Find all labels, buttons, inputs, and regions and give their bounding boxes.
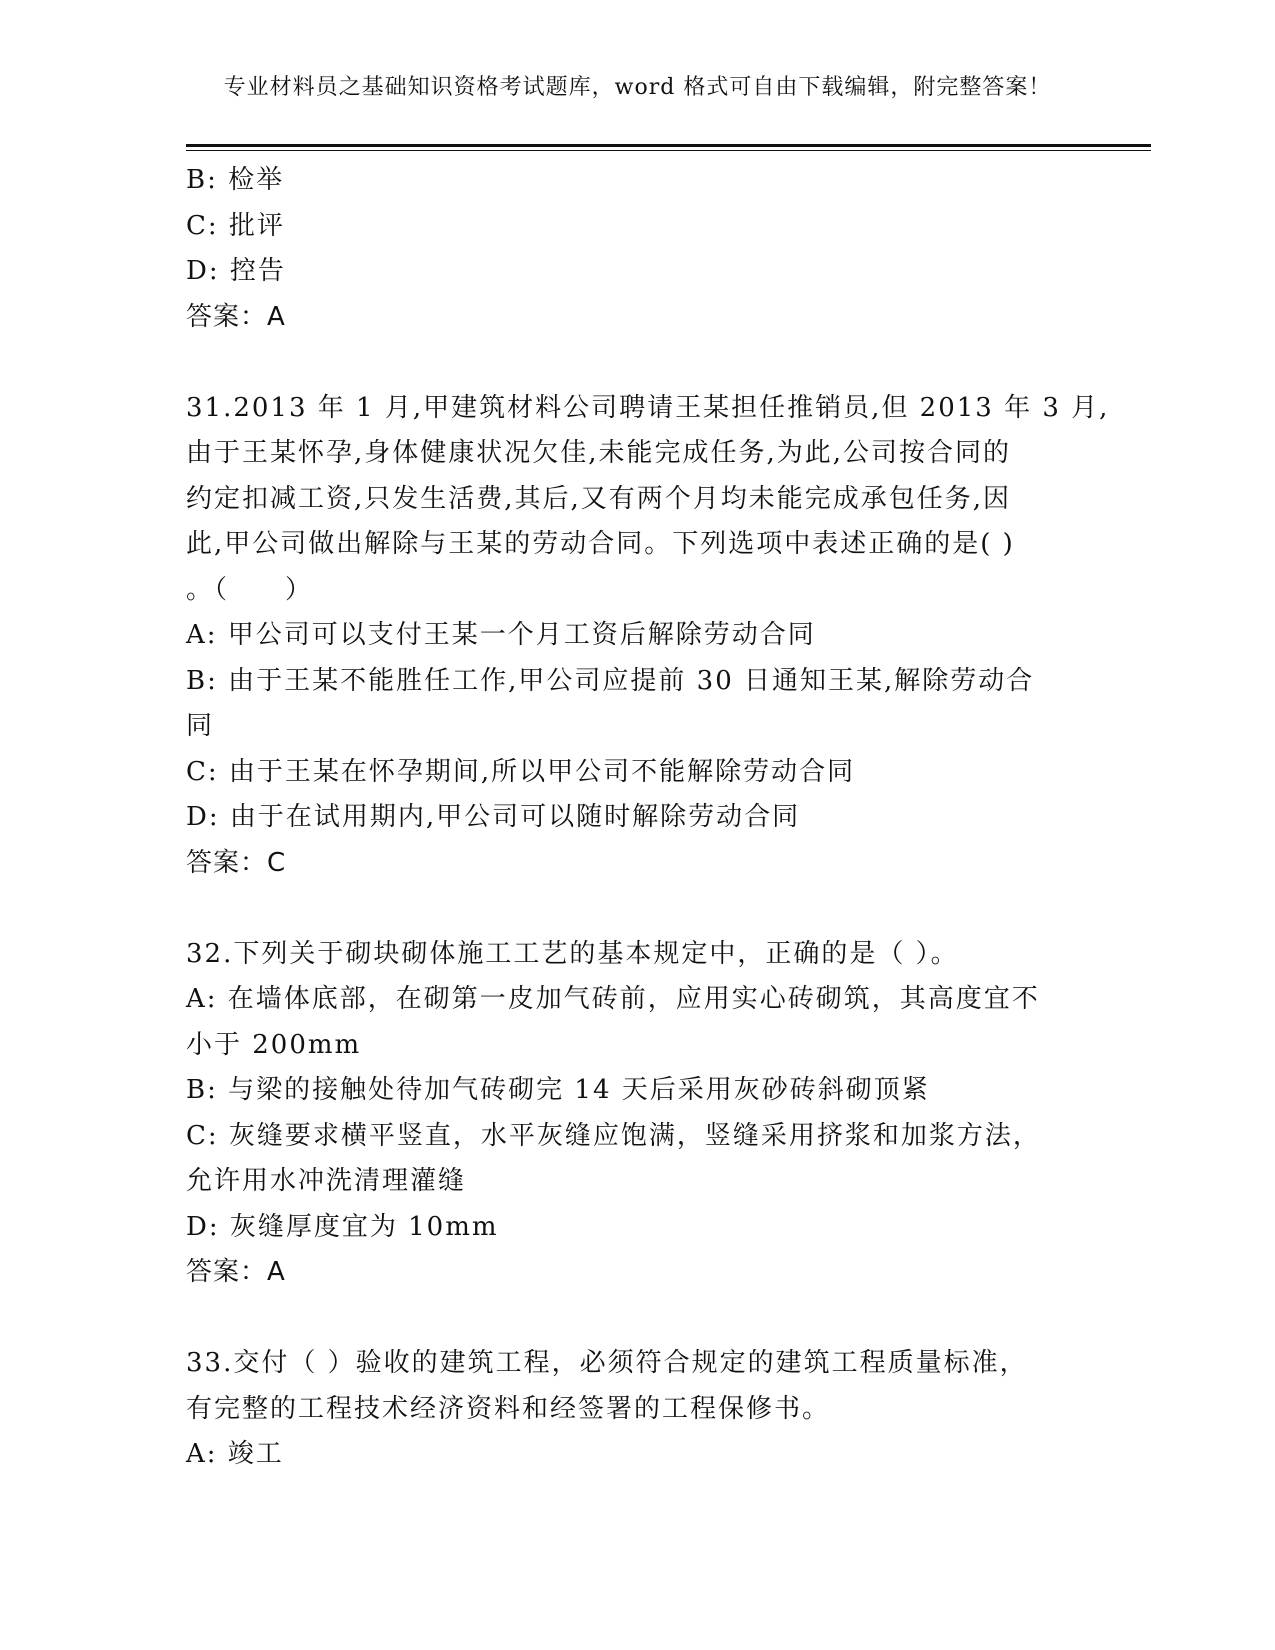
- answer-line: 答案：C: [186, 847, 287, 878]
- spacer: [186, 1296, 1086, 1342]
- question-stem-line: 有完整的工程技术经济资料和经签署的工程保修书。: [186, 1393, 831, 1424]
- question-stem-line: 32.下列关于砌块砌体施工工艺的基本规定中，正确的是（ ）。: [186, 938, 959, 969]
- option-c: C: 批评: [186, 210, 285, 241]
- option-a: A: 在墙体底部，在砌第一皮加气砖前，应用实心砖砌筑，其高度宜不: [186, 984, 1040, 1014]
- answer-line: 答案：A: [186, 301, 286, 332]
- question-stem-line: 此,甲公司做出解除与王某的劳动合同。下列选项中表述正确的是( ): [186, 529, 1015, 559]
- question-stem-line: 31.2013 年 1 月,甲建筑材料公司聘请王某担任推销员,但 2013 年 3 月,: [186, 392, 1110, 423]
- question-stem-line: 约定扣减工资,只发生活费,其后,又有两个月均未能完成承包任务,因: [186, 483, 1012, 514]
- question-stem-line: 。（ ）: [186, 574, 314, 605]
- question-31: [186, 386, 1110, 887]
- option-d: D: 控告: [186, 256, 286, 286]
- option-b: B: 由于王某不能胜任工作,甲公司应提前 30 日通知王某,解除劳动合: [186, 665, 1035, 696]
- option-a-continued: 小于 200mm: [186, 1029, 362, 1060]
- option-b-continued: 同: [186, 711, 215, 741]
- document-body: [186, 158, 1110, 1478]
- question-stem-line: 33.交付（ ）验收的建筑工程，必须符合规定的建筑工程质量标准，: [186, 1348, 1028, 1378]
- header-rule-thin: [186, 150, 1151, 151]
- option-d: D: 灰缝厚度宜为 10mm: [186, 1211, 499, 1242]
- question-30-tail: [186, 158, 1086, 340]
- option-b: B: 与梁的接触处待加气砖砌完 14 天后采用灰砂砖斜砌顶紧: [186, 1075, 930, 1105]
- option-a: A: 竣工: [186, 1439, 284, 1469]
- question-33: [186, 1341, 1086, 1478]
- option-a: A: 甲公司可以支付王某一个月工资后解除劳动合同: [186, 620, 816, 650]
- option-c: C: 由于王某在怀孕期间,所以甲公司不能解除劳动合同: [186, 756, 856, 787]
- option-d: D: 由于在试用期内,甲公司可以随时解除劳动合同: [186, 802, 801, 832]
- option-b: B: 检举: [186, 165, 285, 195]
- question-stem-line: 由于王某怀孕,身体健康状况欠佳,未能完成任务,为此,公司按合同的: [186, 438, 1012, 468]
- option-c-continued: 允许用水冲洗清理灌缝: [186, 1166, 467, 1196]
- answer-line: 答案：A: [186, 1257, 286, 1287]
- page-header: 专业材料员之基础知识资格考试题库，word 格式可自由下载编辑，附完整答案！: [223, 75, 1052, 100]
- question-32: [186, 932, 1086, 1296]
- spacer: [186, 340, 1086, 386]
- header-rule-thick: [186, 144, 1151, 147]
- spacer: [186, 886, 1086, 932]
- option-c: C: 灰缝要求横平竖直，水平灰缝应饱满，竖缝采用挤浆和加浆方法，: [186, 1120, 1041, 1151]
